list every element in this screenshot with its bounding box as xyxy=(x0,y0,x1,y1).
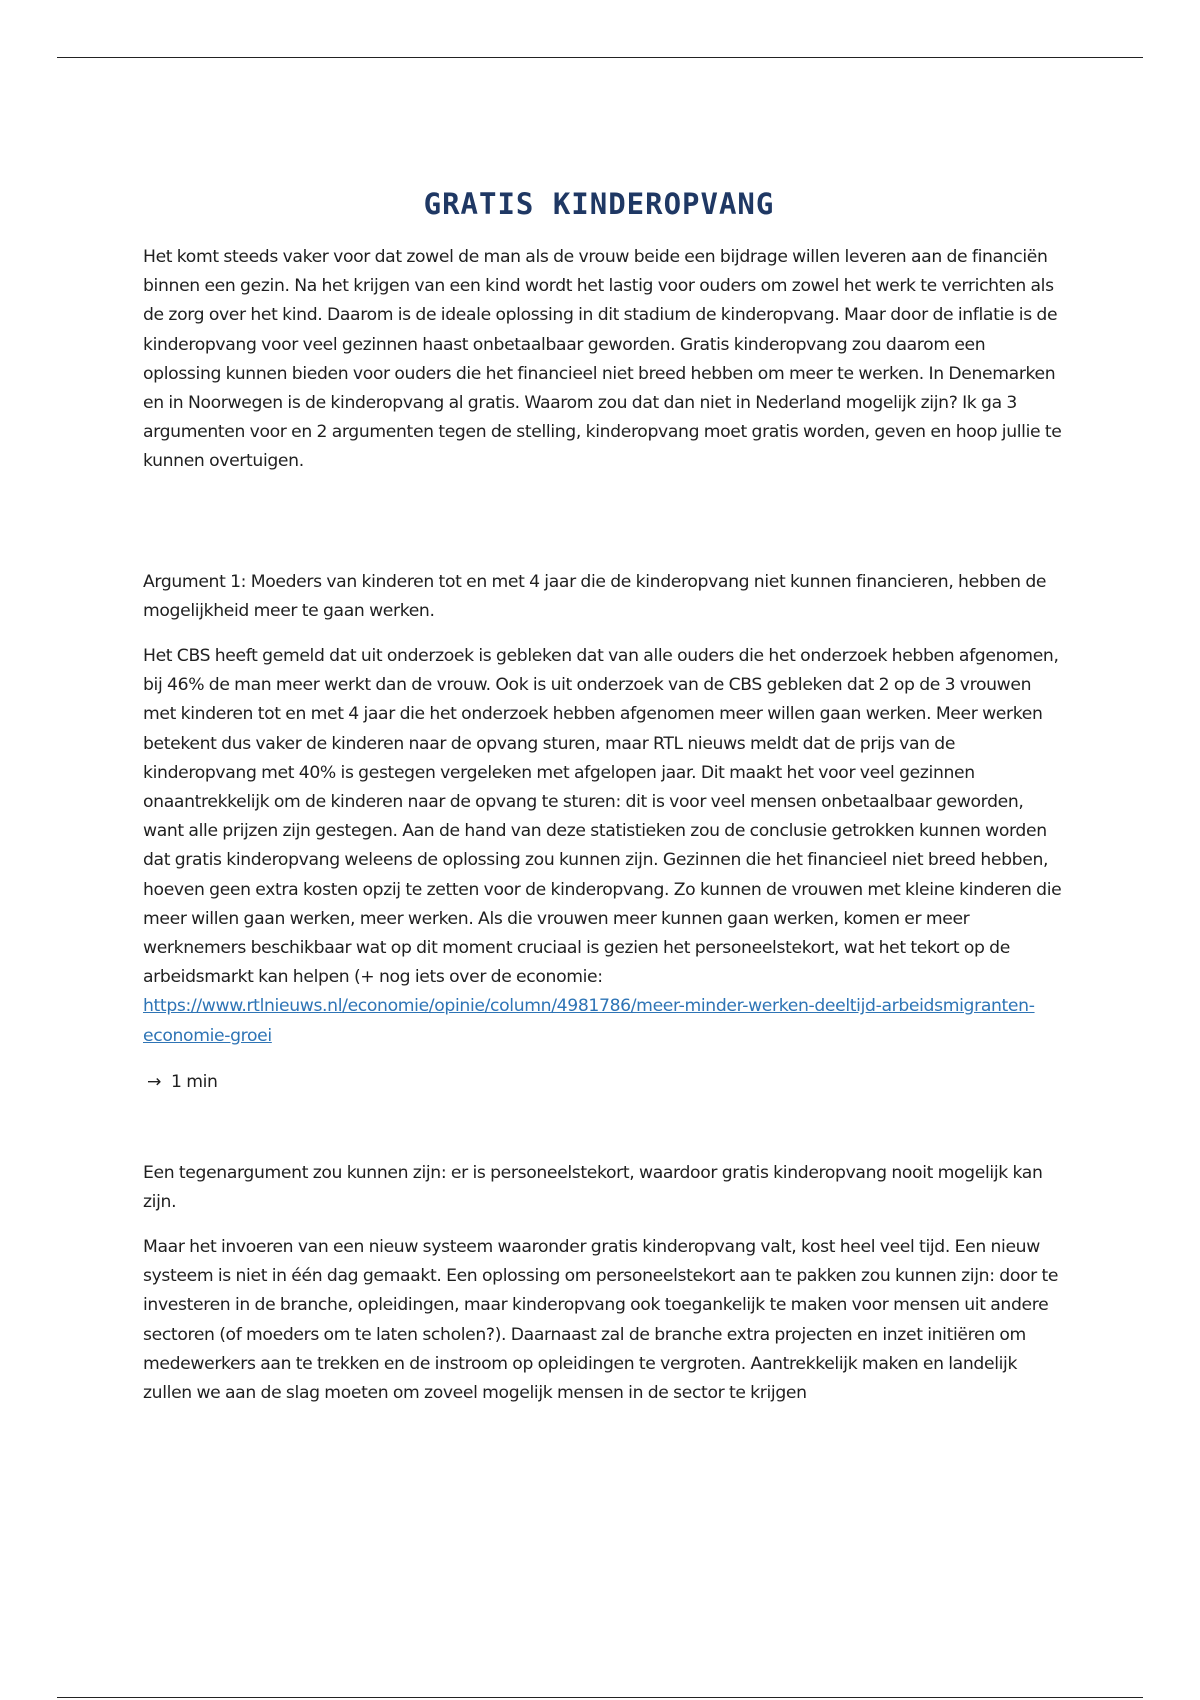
argument-1-body xyxy=(143,642,1063,1051)
argument-1-body-text: Het CBS heeft gemeld dat uit onderzoek is gebleken dat van alle ouders die het onderzoek hebben afgenomen, bij 46% de man meer werkt dan de vrouw. Ook is uit onderzoek van de CBS gebleken dat 2 op de 3 vrouwen met kinderen tot en met 4 jaar die het onderzoek hebben afgenomen meer willen gaan werken. Meer werken betekent dus vaker de kinderen naar de opvang sturen, maar RTL nieuws meldt dat de prijs van de kinderopvang met 40% is gestegen vergeleken met afgelopen jaar. Dit maakt het voor veel gezinnen onaantrekkelijk om de kinderen naar de opvang te sturen: dit is voor veel mensen onbetaalbaar geworden, want alle prijzen zijn gestegen. Aan de hand van deze statistieken zou de conclusie getrokken kunnen worden dat gratis kinderopvang weleens de oplossing zou kunnen zijn. Gezinnen die het financieel niet breed hebben, hoeven geen extra kosten opzij te zetten voor de kinderopvang. Zo kunnen de vrouwen met kleine kinderen die meer willen gaan werken, meer werken. Als die vrouwen meer kunnen gaan werken, komen er meer werknemers beschikbaar wat op dit moment cruciaal is gezien het personeelstekort, wat het tekort op de arbeidsmarkt kan helpen (+ nog iets over de economie: xyxy=(143,646,1062,988)
rebuttal-paragraph: Maar het invoeren van een nieuw systeem waaronder gratis kinderopvang valt, kost heel veel tijd. Een nieuw systeem is niet in één dag gemaakt. Een oplossing om personeelstekort aan te pakken zou kunnen zijn: door te investeren in de branche, opleidingen, maar kinderopvang ook toegankelijk te maken voor mensen uit andere sectoren (of moeders om te laten scholen?). Daarnaast zal de branche extra projecten en inzet initiëren om medewerkers aan te trekken en de instroom op opleidingen te vergroten. Aantrekkelijk maken en landelijk zullen we aan de slag moeten om zoveel mogelijk mensen in de sector te krijgen xyxy=(143,1237,1059,1404)
time-note-text: 1 min xyxy=(171,1072,218,1092)
argument-1-heading: Argument 1: Moeders van kinderen tot en met 4 jaar die de kinderopvang niet kunnen financieren, hebben de mogelijkheid meer te gaan werken. xyxy=(143,572,1047,622)
time-note xyxy=(143,1068,1063,1097)
arrow-right-icon: → xyxy=(147,1072,162,1092)
counter-argument: Een tegenargument zou kunnen zijn: er is personeelstekort, waardoor gratis kinderopvang nooit mogelijk kan zijn. xyxy=(143,1163,1043,1213)
header-rule xyxy=(57,57,1143,58)
footer-rule xyxy=(57,1697,1143,1698)
page-title: GRATIS KINDEROPVANG xyxy=(423,187,775,221)
intro-paragraph: Het komt steeds vaker voor dat zowel de man als de vrouw beide een bijdrage willen leveren aan de financiën binnen een gezin. Na het krijgen van een kind wordt het lastig voor ouders om zowel het werk te verrichten als de zorg over het kind. Daarom is de ideale oplossing in dit stadium de kinderopvang. Maar door de inflatie is de kinderopvang voor veel gezinnen haast onbetaalbaar geworden. Gratis kinderopvang zou daarom een oplossing kunnen bieden voor ouders die het financieel niet breed hebben om meer te werken. In Denemarken en in Noorwegen is de kinderopvang al gratis. Waarom zou dat dan niet in Nederland mogelijk zijn? Ik ga 3 argumenten voor en 2 argumenten tegen de stelling, kinderopvang moet gratis worden, geven en hoop jullie te kunnen overtuigen. xyxy=(143,247,1062,472)
rtl-nieuws-link[interactable]: https://www.rtlnieuws.nl/economie/opinie/column/4981786/meer-minder-werken-deeltijd-arbeidsmigranten-economie-groei xyxy=(143,996,1035,1046)
